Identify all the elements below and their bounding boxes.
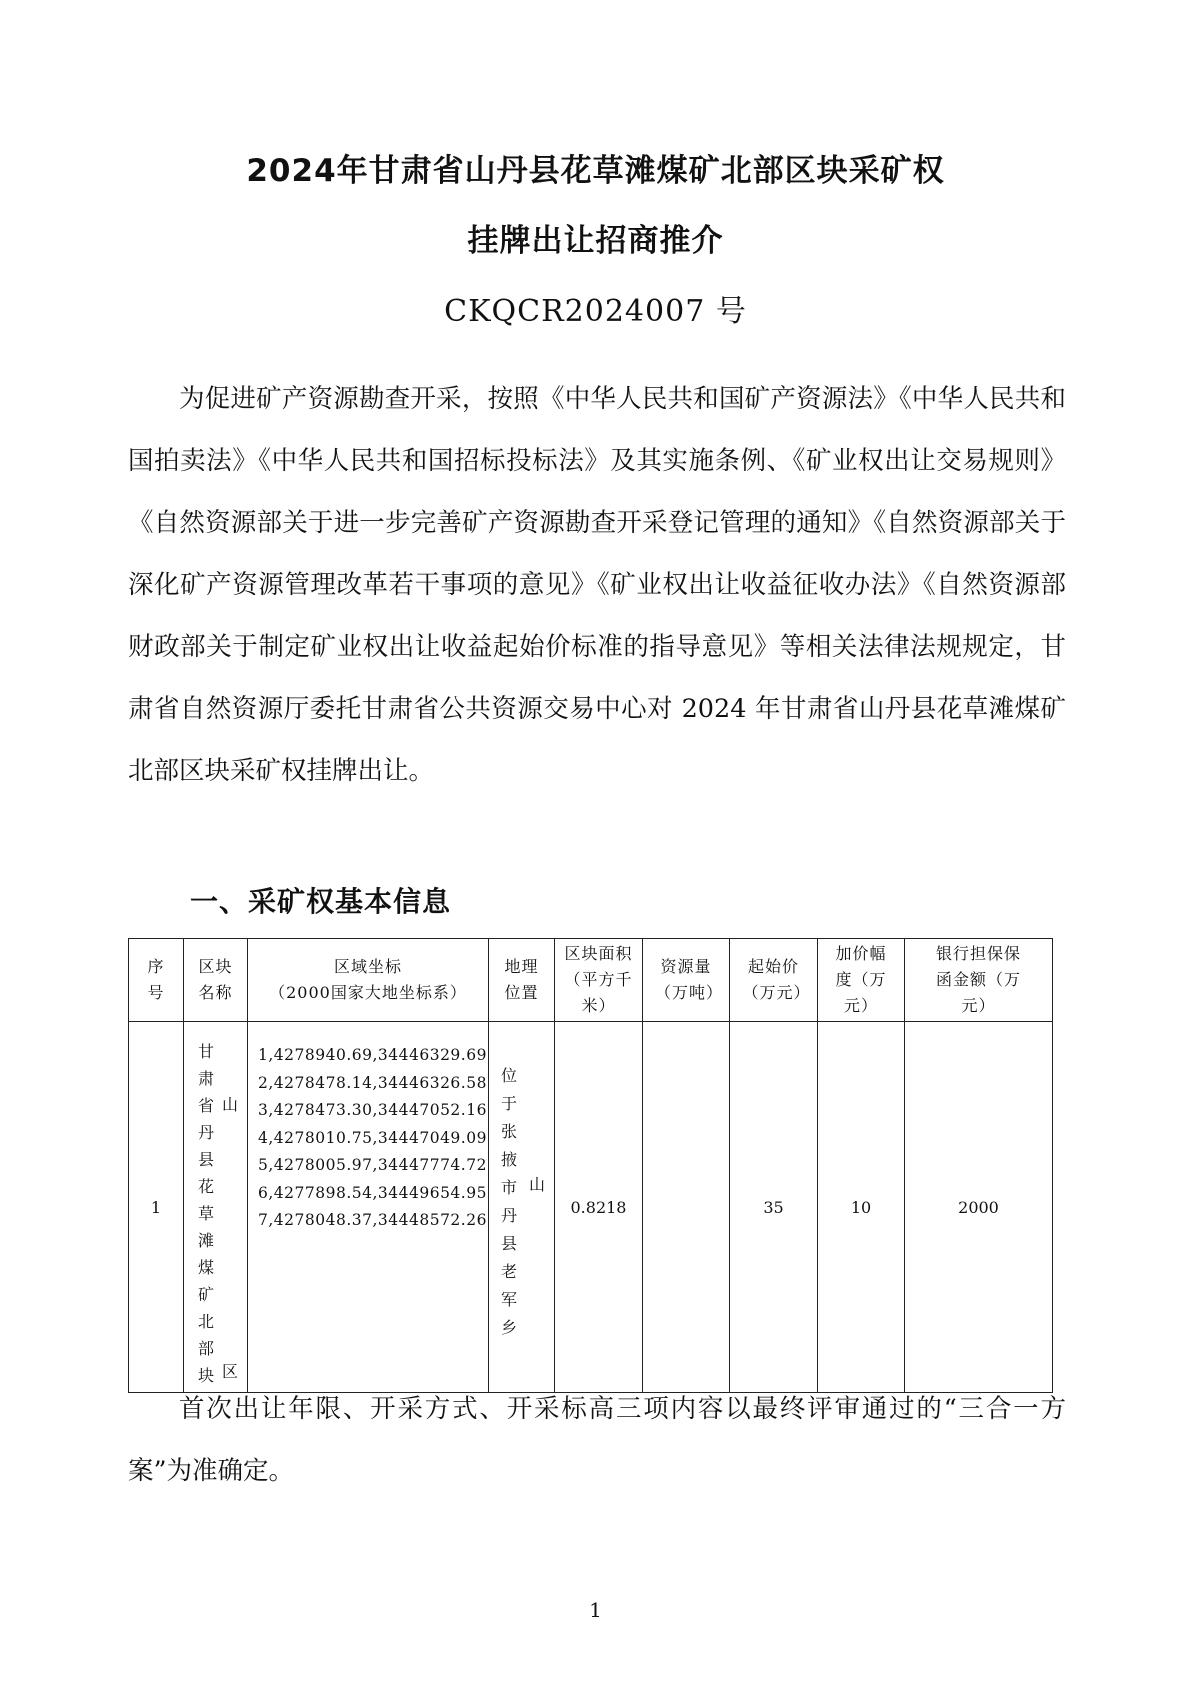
coord-line: 6,4277898.54,34449654.95 xyxy=(258,1183,487,1202)
cell-start-price: 35 xyxy=(730,1022,818,1393)
header-seq: 序号 xyxy=(129,939,184,1022)
cell-guarantee: 2000 xyxy=(905,1022,1053,1393)
coord-line: 2,4278478.14,34446326.58 xyxy=(258,1073,487,1092)
doc-title-line1: 2024年甘肃省山丹县花草滩煤矿北部区块采矿权 xyxy=(246,153,945,189)
cell-location: 位 于 张 掖 市 丹 县 老 军 乡 山 xyxy=(489,1022,555,1393)
header-resource: 资源量（万吨） xyxy=(643,939,730,1022)
coord-line: 1,4278940.69,34446329.69 xyxy=(258,1046,487,1064)
mining-right-info-table xyxy=(128,938,1053,1393)
coord-line: 3,4278473.30,34447052.16 xyxy=(258,1101,487,1119)
header-location: 地理位置 xyxy=(489,939,555,1022)
cell-area: 0.8218 xyxy=(555,1022,643,1393)
cell-increment: 10 xyxy=(818,1022,905,1393)
cell-seq: 1 xyxy=(129,1022,184,1393)
header-area: 区块面积（平方千米） xyxy=(555,939,643,1022)
coord-line: 7,4278048.37,34448572.26 xyxy=(258,1211,487,1229)
note-paragraph: 首次出让年限、开采方式、开采标高三项内容以最终评审通过的“三合一方案”为准确定。 xyxy=(128,1394,1066,1486)
cell-block-name: 甘 肃 省 丹 县 花 草 滩 煤 矿 北 部 块 山 区 xyxy=(184,1022,248,1393)
header-increment: 加价幅度（万元） xyxy=(818,939,905,1022)
coord-line: 4,4278010.75,34447049.09 xyxy=(258,1128,487,1147)
cell-coords xyxy=(248,1022,489,1393)
header-guarantee: 银行担保保函金额（万元） xyxy=(905,939,1053,1022)
page-number: 1 xyxy=(589,1598,602,1622)
intro-paragraph: 为促进矿产资源勘查开采，按照《中华人民共和国矿产资源法》《中华人民共和国拍卖法》《中华人民共和国招标投标法》及其实施条例、《矿业权出让交易规则》《自然资源部关于进一步完善矿产资源勘查开采登记管理的通知》《自然资源部关于深化矿产资源管理改革若干事项的意见》《矿业权出让收益征收办法》《自然资源部 财政部关于制定矿业权出让收益起始价标准的指导意见》等相关法律法规规定，甘肃省自然资源厅委托甘肃省公共资源交易中心对 2024 年甘肃省山丹县花草滩煤矿北部区块采矿权挂牌出让。 xyxy=(128,384,1066,786)
header-coords: 区域坐标 （2000国家大地坐标系） xyxy=(248,939,489,1022)
section-heading-basic-info: 一、采矿权基本信息 xyxy=(190,885,452,918)
coord-line: 5,4278005.97,34447774.72 xyxy=(258,1156,487,1174)
doc-title-line2: 挂牌出让招商推介 xyxy=(467,223,724,259)
header-coords-subtitle: （2000国家大地坐标系） xyxy=(269,983,467,1002)
header-block-name: 区块名称 xyxy=(184,939,248,1022)
table-row xyxy=(129,1022,1053,1393)
header-start-price: 起始价（万元） xyxy=(730,939,818,1022)
cell-resource xyxy=(643,1022,730,1393)
table-header-row xyxy=(129,939,1053,1022)
doc-number: CKQCR2024007 号 xyxy=(444,294,747,329)
